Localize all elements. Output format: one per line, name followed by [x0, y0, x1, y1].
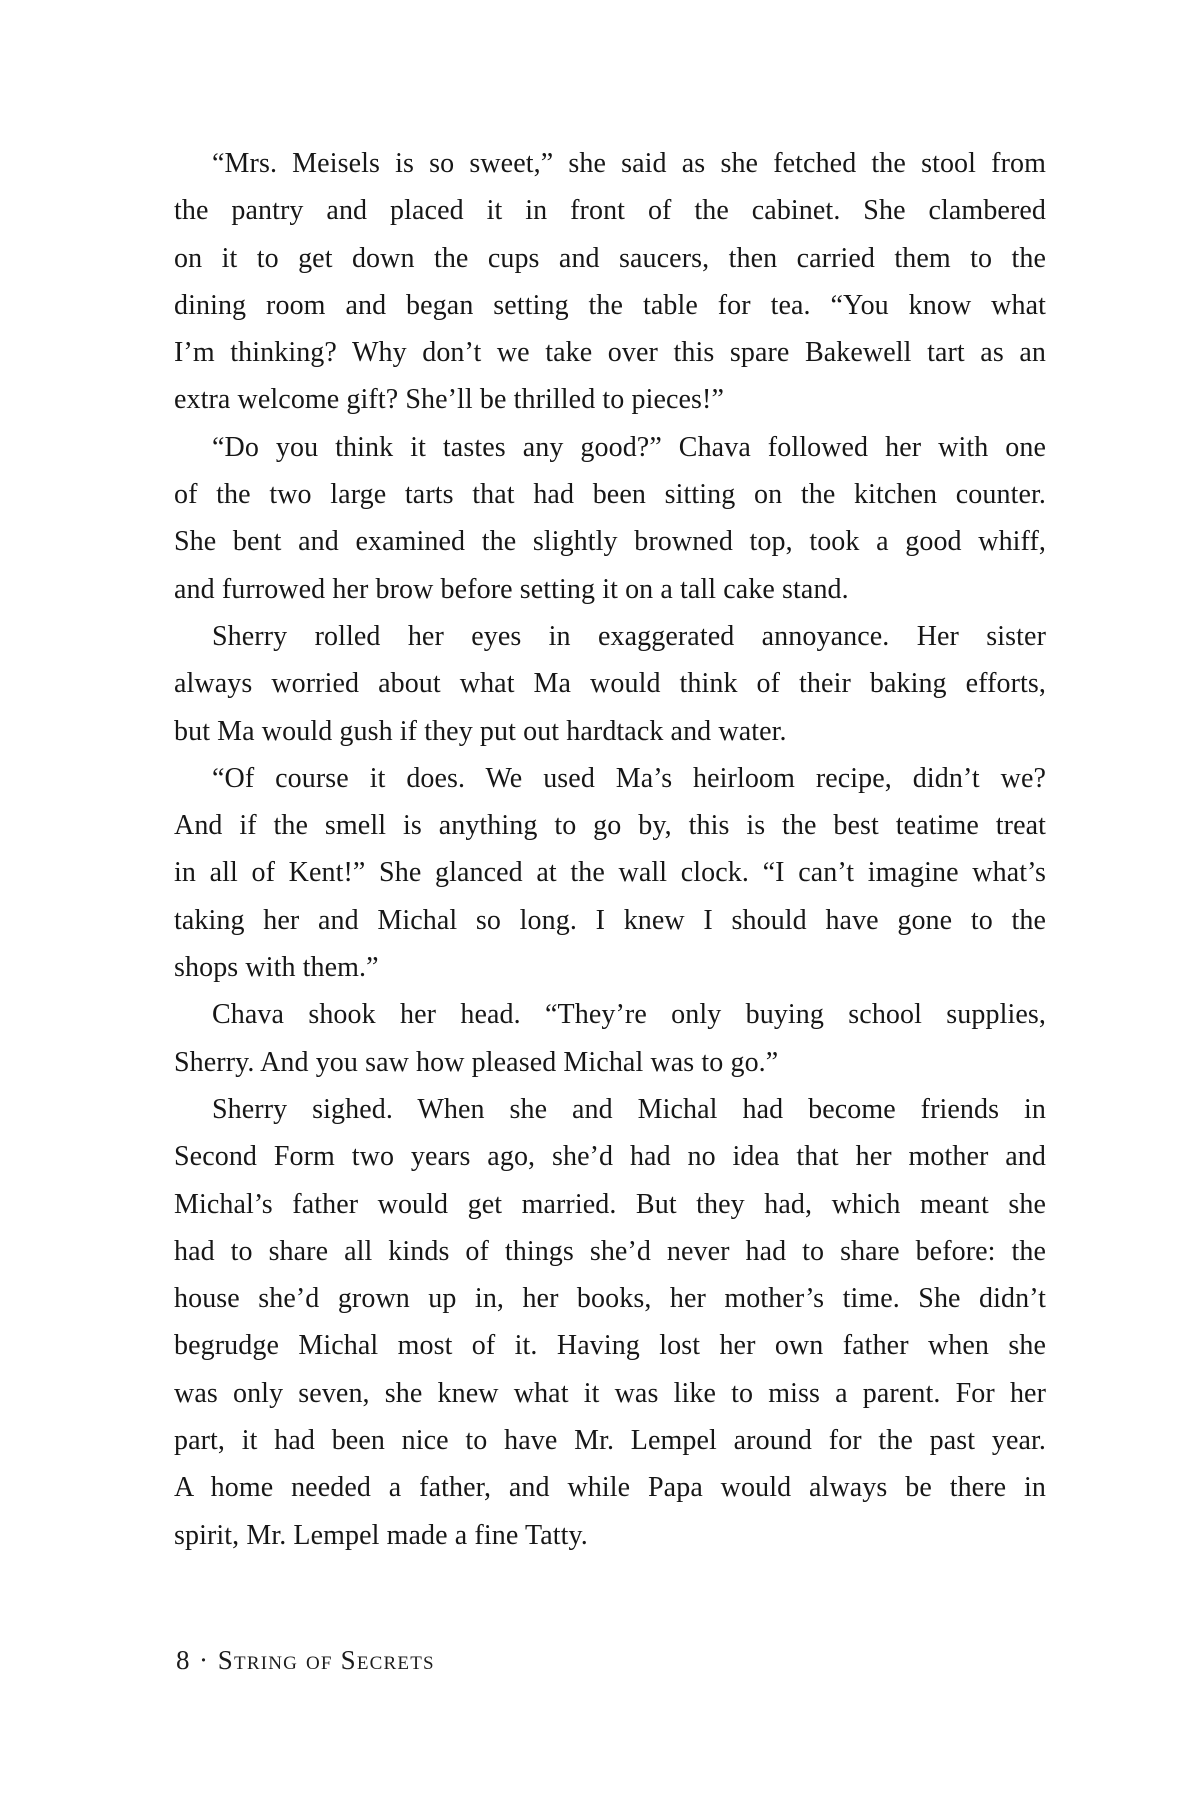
text-line: Sherry sighed. When she and Michal had become friends in: [212, 1093, 1046, 1125]
page-number: 8: [176, 1645, 190, 1675]
text-line: A home needed a father, and while Papa would always be there in: [174, 1472, 1046, 1504]
paragraph: [174, 424, 1046, 613]
text-line: She bent and examined the slightly browned top, took a good whiff,: [174, 526, 1046, 558]
text-line: house she’d grown up in, her books, her mother’s time. She didn’t: [174, 1283, 1046, 1315]
text-line: of the two large tarts that had been sitting on the kitchen counter.: [174, 479, 1046, 511]
footer-separator: ·: [199, 1645, 209, 1675]
paragraph: [174, 755, 1046, 991]
text-line: but Ma would gush if they put out hardtack and water.: [174, 715, 787, 747]
text-line: Second Form two years ago, she’d had no idea that her mother and: [174, 1141, 1046, 1173]
paragraph: [174, 991, 1046, 1086]
text-line: Chava shook her head. “They’re only buying school supplies,: [212, 999, 1046, 1031]
text-line: spirit, Mr. Lempel made a fine Tatty.: [174, 1519, 588, 1551]
text-line: and furrowed her brow before setting it on a tall cake stand.: [174, 573, 849, 605]
page-footer: [176, 1645, 435, 1676]
text-line: Michal’s father would get married. But they had, which meant she: [174, 1188, 1046, 1220]
paragraph: [174, 140, 1046, 424]
text-line: Sherry. And you saw how pleased Michal was to go.”: [174, 1046, 779, 1078]
text-line: had to share all kinds of things she’d never had to share before: the: [174, 1235, 1046, 1267]
text-line: part, it had been nice to have Mr. Lempel around for the past year.: [174, 1425, 1046, 1457]
text-line: And if the smell is anything to go by, this is the best teatime treat: [174, 810, 1046, 842]
text-line: dining room and began setting the table for tea. “You know what: [174, 289, 1046, 321]
text-line: “Mrs. Meisels is so sweet,” she said as she fetched the stool from: [212, 148, 1046, 179]
text-line: extra welcome gift? She’ll be thrilled to pieces!”: [174, 384, 725, 416]
text-line: the pantry and placed it in front of the cabinet. She clambered: [174, 195, 1046, 227]
paragraph: [174, 613, 1046, 755]
body-text: [174, 140, 1046, 1559]
text-line: always worried about what Ma would think of their baking efforts,: [174, 668, 1046, 700]
paragraph: [174, 1086, 1046, 1559]
text-line: “Do you think it tastes any good?” Chava followed her with one: [212, 431, 1046, 463]
text-line: “Of course it does. We used Ma’s heirloom recipe, didn’t we?: [212, 762, 1046, 794]
text-line: I’m thinking? Why don’t we take over this spare Bakewell tart as an: [174, 337, 1046, 369]
text-line: in all of Kent!” She glanced at the wall clock. “I can’t imagine what’s: [174, 857, 1046, 889]
text-line: on it to get down the cups and saucers, then carried them to the: [174, 242, 1046, 274]
text-line: Sherry rolled her eyes in exaggerated annoyance. Her sister: [212, 620, 1046, 652]
text-line: shops with them.”: [174, 952, 379, 984]
book-title: String of Secrets: [217, 1645, 435, 1675]
text-line: begrudge Michal most of it. Having lost her own father when she: [174, 1330, 1046, 1362]
text-line: taking her and Michal so long. I knew I should have gone to the: [174, 904, 1046, 936]
text-line: was only seven, she knew what it was like to miss a parent. For her: [174, 1377, 1046, 1409]
